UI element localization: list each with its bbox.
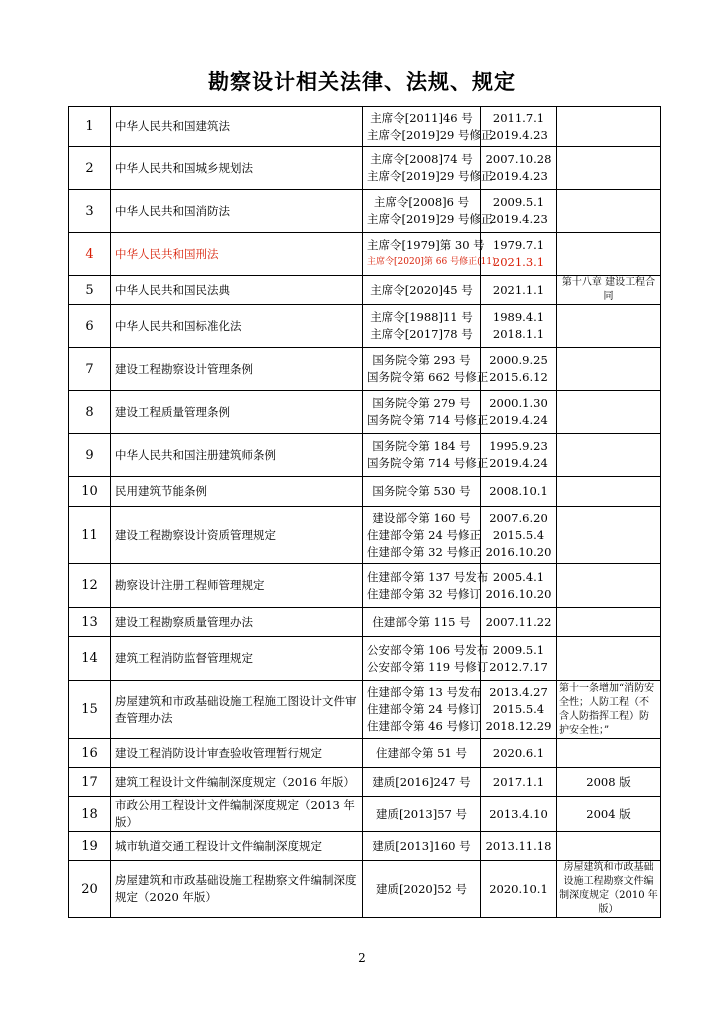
table-row <box>69 107 661 147</box>
row-number: 2 <box>69 147 111 190</box>
effective-date <box>481 107 557 147</box>
row-number: 10 <box>69 477 111 507</box>
document-number-line: 国务院令第 714 号修正 <box>367 456 489 470</box>
row-number: 17 <box>69 768 111 797</box>
document-number <box>363 477 481 507</box>
table-row <box>69 434 661 477</box>
document-number <box>363 233 496 276</box>
remark: 第十一条增加“消防安全性；人防工程（不含人防指挥工程）防护安全性；” <box>557 681 661 739</box>
effective-date-line: 2013.4.10 <box>489 806 548 821</box>
effective-date-line: 2012.7.17 <box>489 659 548 674</box>
effective-date-line: 2008.10.1 <box>489 484 548 498</box>
effective-date-line: 2000.9.25 <box>489 353 548 367</box>
remark <box>557 832 661 861</box>
row-number: 12 <box>69 564 111 608</box>
table-row <box>69 477 661 507</box>
document-number-line: 住建部令第 115 号 <box>372 614 471 629</box>
document-number <box>363 768 481 797</box>
page-title: 勘察设计相关法律、法规、规定 <box>208 70 516 94</box>
document-number-line: 住建部令第 46 号修订 <box>367 719 481 733</box>
document-number-line: 住建部令第 13 号发布 <box>367 685 481 699</box>
document-number-line: 国务院令第 184 号 <box>372 439 471 453</box>
document-number-line: 建质[2013]160 号 <box>372 838 471 853</box>
effective-date-line: 2018.12.29 <box>485 719 552 733</box>
document-number-line: 住建部令第 137 号发布 <box>367 569 489 584</box>
row-number: 7 <box>69 348 111 391</box>
effective-date <box>481 348 557 391</box>
document-number <box>363 564 489 608</box>
regulation-name: 房屋建筑和市政基础设施工程勘察文件编制深度规定（2020 年版） <box>111 861 363 918</box>
row-number: 8 <box>69 391 111 434</box>
regulation-name: 建设工程质量管理条例 <box>111 391 363 434</box>
row-number: 13 <box>69 608 111 637</box>
effective-date <box>481 768 557 797</box>
remark: 2008 版 <box>557 768 661 797</box>
effective-date <box>481 233 557 276</box>
document-number-line: 国务院令第 714 号修正 <box>367 413 489 427</box>
regulation-name: 城市轨道交通工程设计文件编制深度规定 <box>111 832 363 861</box>
effective-date-line: 2017.1.1 <box>492 774 545 789</box>
document-number-line: 国务院令第 279 号 <box>372 396 471 410</box>
effective-date <box>481 681 557 739</box>
remark <box>557 190 661 233</box>
row-number: 15 <box>69 681 111 739</box>
row-number: 9 <box>69 434 111 477</box>
regulation-name: 房屋建筑和市政基础设施工程施工图设计文件审查管理办法 <box>111 681 363 739</box>
table-row <box>69 147 661 190</box>
effective-date-line: 2016.10.20 <box>485 586 552 601</box>
effective-date <box>481 147 557 190</box>
remark <box>557 564 661 608</box>
document-number-line: 主席令[2019]29 号修正 <box>367 212 493 226</box>
remark <box>557 507 661 564</box>
effective-date-line: 2000.1.30 <box>489 396 548 410</box>
remark <box>557 477 661 507</box>
row-number: 3 <box>69 190 111 233</box>
effective-date-line: 2007.6.20 <box>489 510 548 525</box>
effective-date <box>481 434 557 477</box>
table-row <box>69 190 661 233</box>
document-number <box>363 637 489 681</box>
document-number-line: 主席令[2008]6 号 <box>373 195 470 209</box>
effective-date-line: 1979.7.1 <box>492 238 545 252</box>
document-number-line: 主席令[1979]第 30 号 <box>367 238 485 252</box>
table-row <box>69 391 661 434</box>
effective-date-line: 2007.11.22 <box>485 614 552 629</box>
effective-date-line: 2015.5.4 <box>492 702 545 716</box>
document-number <box>363 305 481 348</box>
document-number-line: 国务院令第 293 号 <box>372 353 471 367</box>
effective-date-line: 2021.1.1 <box>492 282 545 297</box>
effective-date <box>481 305 557 348</box>
regulation-name: 中华人民共和国建筑法 <box>111 107 363 147</box>
effective-date-line: 2018.1.1 <box>492 327 545 341</box>
document-number <box>363 832 481 861</box>
effective-date <box>481 861 557 918</box>
regulation-name: 中华人民共和国刑法 <box>111 233 363 276</box>
effective-date-line: 1995.9.23 <box>489 439 548 453</box>
effective-date <box>481 832 557 861</box>
effective-date-line: 2021.3.1 <box>492 255 545 269</box>
row-number: 4 <box>69 233 111 276</box>
effective-date-line: 1989.4.1 <box>492 310 545 324</box>
remark <box>557 107 661 147</box>
document-number-line: 主席令[2020]第 66 号修正(11) <box>367 257 496 267</box>
table-row <box>69 832 661 861</box>
regulation-name: 建设工程勘察设计管理条例 <box>111 348 363 391</box>
effective-date <box>481 608 557 637</box>
regulation-name: 建筑工程设计文件编制深度规定（2016 年版） <box>111 768 363 797</box>
table-row <box>69 637 661 681</box>
document-number-line: 建设部令第 160 号 <box>372 510 471 525</box>
table-row <box>69 861 661 918</box>
effective-date <box>481 190 557 233</box>
effective-date-line: 2020.10.1 <box>489 881 548 896</box>
effective-date-line: 2019.4.23 <box>489 169 548 183</box>
row-number: 6 <box>69 305 111 348</box>
table-row <box>69 305 661 348</box>
remark <box>557 434 661 477</box>
document-number <box>363 608 481 637</box>
effective-date-line: 2019.4.24 <box>489 456 548 470</box>
row-number: 14 <box>69 637 111 681</box>
document-number-line: 公安部令第 106 号发布 <box>367 642 489 657</box>
effective-date-line: 2019.4.23 <box>489 127 548 142</box>
remark <box>557 391 661 434</box>
document-number-line: 住建部令第 24 号修正 <box>367 527 481 542</box>
row-number: 16 <box>69 739 111 768</box>
remark: 第十八章 建设工程合同 <box>557 276 661 305</box>
document-number-line: 主席令[2019]29 号修正 <box>367 127 493 142</box>
remark <box>557 637 661 681</box>
document-number-line: 建质[2013]57 号 <box>375 806 468 821</box>
document-number-line: 主席令[2020]45 号 <box>370 282 473 297</box>
document-number <box>363 507 481 564</box>
remark: 2004 版 <box>557 797 661 832</box>
regulation-name: 建设工程勘察设计资质管理规定 <box>111 507 363 564</box>
table-row <box>69 739 661 768</box>
effective-date-line: 2015.5.4 <box>492 527 545 542</box>
document-number-line: 建质[2020]52 号 <box>375 881 468 896</box>
remark <box>557 739 661 768</box>
row-number: 19 <box>69 832 111 861</box>
table-row <box>69 276 661 305</box>
effective-date-line: 2007.10.28 <box>485 152 552 166</box>
effective-date <box>481 637 557 681</box>
row-number: 1 <box>69 107 111 147</box>
document-number-line: 住建部令第 24 号修订 <box>367 702 481 716</box>
table-row <box>69 681 661 739</box>
effective-date <box>481 564 557 608</box>
remark <box>557 608 661 637</box>
document-number <box>363 190 493 233</box>
row-number: 11 <box>69 507 111 564</box>
table-row <box>69 507 661 564</box>
document-number-line: 住建部令第 32 号修正 <box>367 544 481 559</box>
regulation-name: 中华人民共和国消防法 <box>111 190 363 233</box>
effective-date <box>481 797 557 832</box>
document-number <box>363 681 481 739</box>
effective-date-line: 2016.10.20 <box>485 544 552 559</box>
regulation-name: 中华人民共和国标准化法 <box>111 305 363 348</box>
effective-date <box>481 391 557 434</box>
document-number-line: 住建部令第 51 号 <box>376 745 467 760</box>
effective-date-line: 2019.4.23 <box>489 212 548 226</box>
regulation-name: 勘察设计注册工程师管理规定 <box>111 564 363 608</box>
table-row <box>69 348 661 391</box>
page-number: 2 <box>358 951 366 965</box>
row-number: 18 <box>69 797 111 832</box>
document-number <box>363 107 493 147</box>
document-number <box>363 861 481 918</box>
document-number-line: 主席令[2017]78 号 <box>370 327 473 341</box>
table-row <box>69 233 661 276</box>
regulation-name: 建设工程勘察质量管理办法 <box>111 608 363 637</box>
effective-date <box>481 477 557 507</box>
effective-date <box>481 507 557 564</box>
document-number <box>363 147 493 190</box>
document-number-line: 主席令[1988]11 号 <box>370 310 473 324</box>
regulation-name: 中华人民共和国城乡规划法 <box>111 147 363 190</box>
table-row <box>69 608 661 637</box>
document-number-line: 主席令[2008]74 号 <box>370 152 473 166</box>
table-row <box>69 797 661 832</box>
document-number <box>363 797 481 832</box>
effective-date-line: 2011.7.1 <box>492 110 545 125</box>
document-number-line: 主席令[2011]46 号 <box>370 110 473 125</box>
regulation-name: 建设工程消防设计审查验收管理暂行规定 <box>111 739 363 768</box>
table-row <box>69 564 661 608</box>
effective-date-line: 2020.6.1 <box>492 745 545 760</box>
remark <box>557 348 661 391</box>
document-number <box>363 391 489 434</box>
effective-date-line: 2009.5.1 <box>492 642 545 657</box>
regulation-name: 民用建筑节能条例 <box>111 477 363 507</box>
document-number <box>363 348 489 391</box>
regulation-name: 中华人民共和国注册建筑师条例 <box>111 434 363 477</box>
regulation-name: 市政公用工程设计文件编制深度规定（2013 年版） <box>111 797 363 832</box>
effective-date-line: 2005.4.1 <box>492 569 545 584</box>
document-number-line: 住建部令第 32 号修订 <box>367 586 481 601</box>
effective-date <box>481 739 557 768</box>
effective-date <box>481 276 557 305</box>
regulation-name: 建筑工程消防监督管理规定 <box>111 637 363 681</box>
document-number <box>363 434 489 477</box>
remark <box>557 147 661 190</box>
regulations-table <box>68 106 661 918</box>
remark <box>557 305 661 348</box>
document-number <box>363 739 481 768</box>
regulation-name: 中华人民共和国民法典 <box>111 276 363 305</box>
document-number-line: 国务院令第 530 号 <box>372 484 471 498</box>
row-number: 5 <box>69 276 111 305</box>
effective-date-line: 2013.11.18 <box>485 838 552 853</box>
effective-date-line: 2009.5.1 <box>492 195 545 209</box>
remark: 房屋建筑和市政基础设施工程勘察文件编制深度规定（2010 年版） <box>557 861 661 918</box>
effective-date-line: 2019.4.24 <box>489 413 548 427</box>
document-number <box>363 276 481 305</box>
document-number-line: 主席令[2019]29 号修正 <box>367 169 493 183</box>
table-row <box>69 768 661 797</box>
document-number-line: 建质[2016]247 号 <box>372 774 471 789</box>
effective-date-line: 2013.4.27 <box>489 685 548 699</box>
document-number-line: 国务院令第 662 号修正 <box>367 370 489 384</box>
remark <box>557 233 661 276</box>
row-number: 20 <box>69 861 111 918</box>
effective-date-line: 2015.6.12 <box>489 370 548 384</box>
document-number-line: 公安部令第 119 号修订 <box>367 659 489 674</box>
